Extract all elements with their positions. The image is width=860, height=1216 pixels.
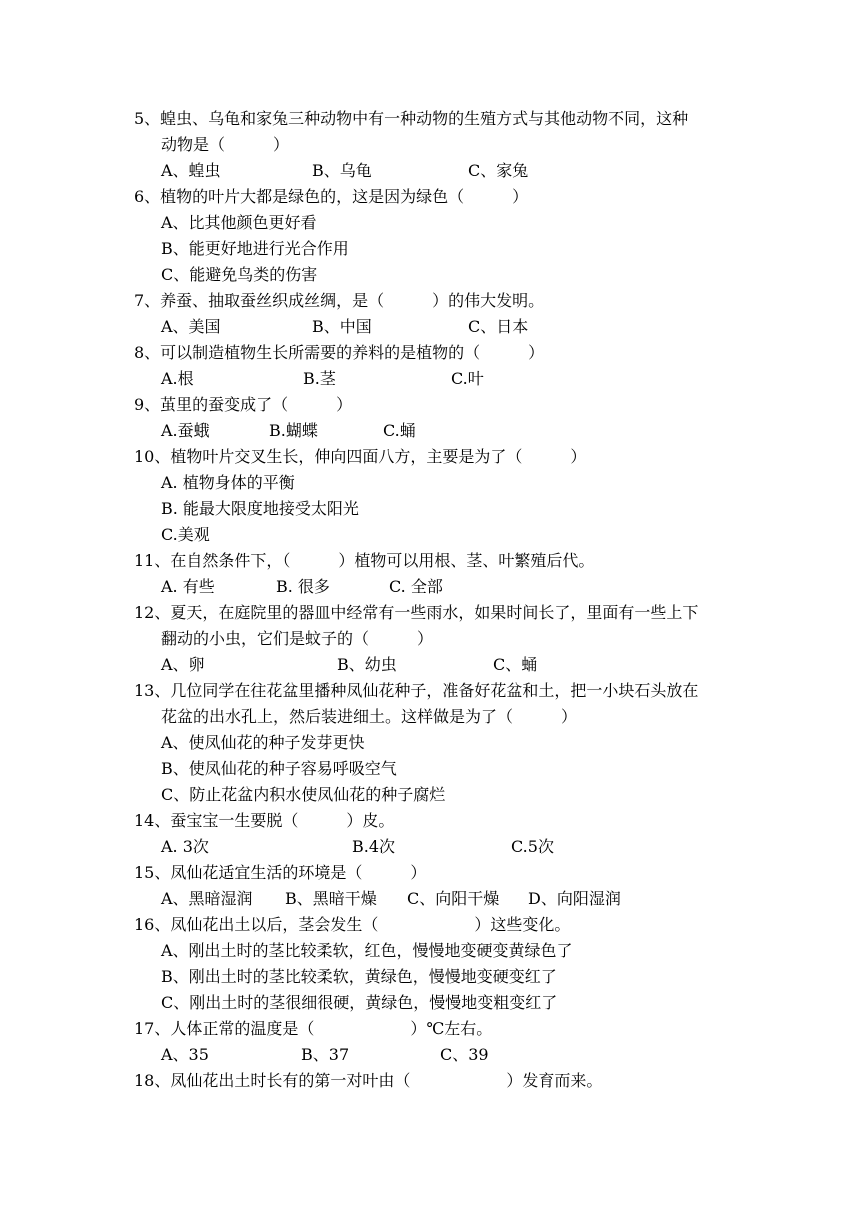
question-14-option-b: B.4次: [352, 837, 396, 856]
question-12-stem-line-2: 翻动的小虫，它们是蚊子的（ ）: [161, 629, 434, 648]
question-10-option-a: A. 植物身体的平衡: [161, 473, 295, 492]
question-7-option-a: A、美国: [161, 317, 221, 336]
question-12-option-a: A、卵: [161, 655, 205, 674]
question-11-stem: 11、在自然条件下，（ ）植物可以用根、茎、叶繁殖后代。: [134, 551, 595, 570]
question-17-option-c: C、39: [440, 1045, 489, 1064]
question-11-option-c: C. 全部: [389, 577, 443, 596]
question-9-stem: 9、茧里的蚕变成了（ ）: [134, 395, 353, 414]
question-10-option-c: C.美观: [161, 525, 210, 544]
question-8-option-a: A.根: [161, 369, 194, 388]
question-15-stem: 15、凤仙花适宜生活的环境是（ ）: [134, 863, 427, 882]
question-16-stem: 16、凤仙花出土以后，茎会发生（ ）这些变化。: [134, 915, 571, 934]
question-15-option-a: A、黑暗湿润: [161, 889, 253, 908]
question-10-option-b: B. 能最大限度地接受太阳光: [161, 499, 359, 518]
question-14-option-a: A. 3次: [161, 837, 209, 856]
question-8-option-b: B.茎: [303, 369, 336, 388]
question-7-option-b: B、中国: [312, 317, 372, 336]
question-13-stem-line-1: 13、几位同学在往花盆里播种凤仙花种子，准备好花盆和土，把一小块石头放在: [134, 681, 699, 700]
question-16-option-b: B、刚出土时的茎比较柔软，黄绿色，慢慢地变硬变红了: [161, 967, 557, 986]
question-6-option-c: C、能避免鸟类的伤害: [161, 265, 318, 284]
question-9-option-c: C.蛹: [383, 421, 416, 440]
question-13-stem-line-2: 花盆的出水孔上，然后装进细土。这样做是为了（ ）: [161, 707, 578, 726]
question-6-option-b: B、能更好地进行光合作用: [161, 239, 349, 258]
question-5-option-b: B、乌龟: [312, 161, 372, 180]
question-13-option-b: B、使凤仙花的种子容易呼吸空气: [161, 759, 397, 778]
question-7-stem: 7、养蚕、抽取蚕丝织成丝绸，是（ ）的伟大发明。: [134, 291, 545, 310]
question-15-option-b: B、黑暗干燥: [285, 889, 377, 908]
question-8-stem: 8、可以制造植物生长所需要的养料的是植物的（ ）: [134, 343, 545, 362]
question-7-option-c: C、日本: [468, 317, 529, 336]
question-13-option-a: A、使凤仙花的种子发芽更快: [161, 733, 365, 752]
question-5-option-a: A、蝗虫: [161, 161, 221, 180]
question-11-option-a: A. 有些: [161, 577, 215, 596]
question-14-option-c: C.5次: [511, 837, 554, 856]
question-13-option-c: C、防止花盆内积水使凤仙花的种子腐烂: [161, 785, 446, 804]
question-12-option-b: B、幼虫: [337, 655, 397, 674]
question-18-stem: 18、凤仙花出土时长有的第一对叶由（ ）发育而来。: [134, 1071, 603, 1090]
question-5-stem-line-2: 动物是（ ）: [161, 135, 290, 154]
question-16-option-c: C、刚出土时的茎很细很硬，黄绿色，慢慢地变粗变红了: [161, 993, 558, 1012]
question-9-option-a: A.蚕蛾: [161, 421, 210, 440]
question-9-option-b: B.蝴蝶: [269, 421, 318, 440]
question-17-option-a: A、35: [161, 1045, 209, 1064]
question-12-option-c: C、蛹: [493, 655, 538, 674]
question-16-option-a: A、刚出土时的茎比较柔软，红色，慢慢地变硬变黄绿色了: [161, 941, 573, 960]
question-5-stem-line-1: 5、蝗虫、乌龟和家兔三种动物中有一种动物的生殖方式与其他动物不同，这种: [134, 109, 689, 128]
question-10-stem: 10、植物叶片交叉生长，伸向四面八方，主要是为了（ ）: [134, 447, 587, 466]
question-6-stem: 6、植物的叶片大都是绿色的，这是因为绿色（ ）: [134, 187, 529, 206]
question-17-stem: 17、人体正常的温度是（ ）℃左右。: [134, 1019, 493, 1038]
question-15-option-d: D、向阳湿润: [528, 889, 621, 908]
question-5-option-c: C、家兔: [468, 161, 529, 180]
question-15-option-c: C、向阳干燥: [407, 889, 500, 908]
question-12-stem-line-1: 12、夏天，在庭院里的器皿中经常有一些雨水，如果时间长了，里面有一些上下: [134, 603, 699, 622]
question-11-option-b: B. 很多: [276, 577, 330, 596]
question-14-stem: 14、蚕宝宝一生要脱（ ）皮。: [134, 811, 395, 830]
question-6-option-a: A、比其他颜色更好看: [161, 213, 317, 232]
question-8-option-c: C.叶: [451, 369, 484, 388]
question-17-option-b: B、37: [301, 1045, 350, 1064]
